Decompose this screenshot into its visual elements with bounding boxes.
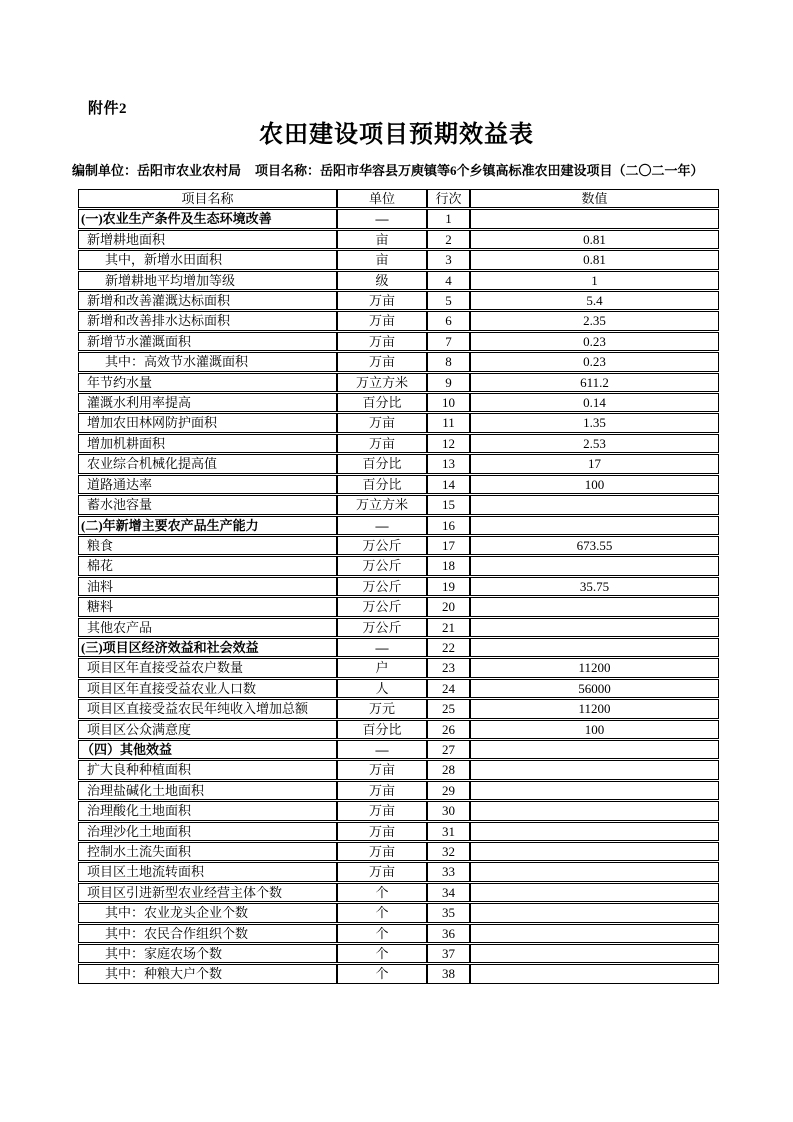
table-row [78, 250, 719, 269]
cell-unit: — [337, 638, 427, 657]
cell-unit: 万亩 [337, 413, 427, 432]
cell-line: 1 [427, 209, 470, 228]
cell-value [470, 883, 719, 902]
table-row [78, 760, 719, 779]
cell-value: 11200 [470, 699, 719, 718]
cell-line: 3 [427, 250, 470, 269]
cell-line: 28 [427, 760, 470, 779]
table-row [78, 883, 719, 902]
table-row [78, 516, 719, 535]
cell-line: 19 [427, 577, 470, 596]
table-row [78, 862, 719, 881]
cell-unit: 亩 [337, 250, 427, 269]
cell-name: 糖料 [78, 597, 337, 616]
cell-line: 30 [427, 801, 470, 820]
cell-line: 12 [427, 434, 470, 453]
cell-value [470, 944, 719, 963]
table-row [78, 658, 719, 677]
cell-unit: 个 [337, 924, 427, 943]
cell-line: 17 [427, 536, 470, 555]
cell-value: 17 [470, 454, 719, 473]
cell-value [470, 842, 719, 861]
cell-value: 2.53 [470, 434, 719, 453]
table-row [78, 964, 719, 983]
column-header-unit: 单位 [337, 189, 427, 208]
cell-line: 10 [427, 393, 470, 412]
cell-value [470, 740, 719, 759]
table-row [78, 781, 719, 800]
table-row [78, 801, 719, 820]
cell-line: 33 [427, 862, 470, 881]
cell-name: 蓄水池容量 [78, 495, 337, 514]
cell-unit: 个 [337, 944, 427, 963]
cell-unit: 万公斤 [337, 536, 427, 555]
table-row [78, 413, 719, 432]
cell-name: (二)年新增主要农产品生产能力 [78, 516, 337, 535]
cell-line: 22 [427, 638, 470, 657]
cell-unit: 万亩 [337, 760, 427, 779]
cell-unit: 万亩 [337, 332, 427, 351]
table-row [78, 740, 719, 759]
cell-name: 项目区年直接受益农业人口数 [78, 679, 337, 698]
cell-value [470, 638, 719, 657]
column-header-line-no: 行次 [427, 189, 470, 208]
cell-line: 24 [427, 679, 470, 698]
cell-value [470, 760, 719, 779]
cell-name: 其中：家庭农场个数 [78, 944, 337, 963]
cell-value [470, 822, 719, 841]
column-header-value: 数值 [470, 189, 719, 208]
cell-unit: 万亩 [337, 862, 427, 881]
cell-unit: 人 [337, 679, 427, 698]
cell-unit: 个 [337, 964, 427, 983]
cell-name: 新增耕地平均增加等级 [78, 271, 337, 290]
cell-line: 14 [427, 475, 470, 494]
table-row [78, 475, 719, 494]
cell-line: 34 [427, 883, 470, 902]
cell-name: 增加机耕面积 [78, 434, 337, 453]
cell-line: 4 [427, 271, 470, 290]
table-row [78, 822, 719, 841]
table-row [78, 373, 719, 392]
cell-value [470, 964, 719, 983]
cell-value [470, 862, 719, 881]
cell-unit: 万公斤 [337, 577, 427, 596]
cell-line: 35 [427, 903, 470, 922]
cell-unit: 户 [337, 658, 427, 677]
cell-value: 611.2 [470, 373, 719, 392]
cell-name: 其中：高效节水灌溉面积 [78, 352, 337, 371]
cell-value [470, 209, 719, 228]
attachment-label: 附件2 [88, 101, 128, 117]
cell-value: 100 [470, 475, 719, 494]
cell-line: 36 [427, 924, 470, 943]
cell-name: 项目区公众满意度 [78, 720, 337, 739]
table-row [78, 230, 719, 249]
cell-unit: 个 [337, 883, 427, 902]
cell-name: 项目区土地流转面积 [78, 862, 337, 881]
cell-value [470, 801, 719, 820]
cell-name: 项目区年直接受益农户数量 [78, 658, 337, 677]
table-row [78, 434, 719, 453]
cell-value: 35.75 [470, 577, 719, 596]
cell-name: 项目区直接受益农民年纯收入增加总额 [78, 699, 337, 718]
cell-name: 粮食 [78, 536, 337, 555]
cell-value: 0.14 [470, 393, 719, 412]
cell-unit: 百分比 [337, 393, 427, 412]
cell-name: 新增和改善排水达标面积 [78, 311, 337, 330]
cell-name: 道路通达率 [78, 475, 337, 494]
cell-name: 年节约水量 [78, 373, 337, 392]
cell-line: 9 [427, 373, 470, 392]
cell-value: 0.81 [470, 230, 719, 249]
cell-unit: 万亩 [337, 434, 427, 453]
cell-unit: 百分比 [337, 720, 427, 739]
cell-value [470, 556, 719, 575]
document-subtitle [72, 160, 722, 179]
cell-name: 农业综合机械化提高值 [78, 454, 337, 473]
table-row [78, 291, 719, 310]
cell-unit: 百分比 [337, 475, 427, 494]
cell-unit: 级 [337, 271, 427, 290]
table-row [78, 597, 719, 616]
table-row [78, 495, 719, 514]
cell-unit: 万亩 [337, 822, 427, 841]
benefit-table-body [78, 209, 719, 983]
table-row [78, 944, 719, 963]
cell-value: 1.35 [470, 413, 719, 432]
cell-unit: 个 [337, 903, 427, 922]
cell-line: 26 [427, 720, 470, 739]
table-row [78, 454, 719, 473]
cell-line: 20 [427, 597, 470, 616]
cell-name: 新增和改善灌溉达标面积 [78, 291, 337, 310]
table-row [78, 556, 719, 575]
cell-name: 项目区引进新型农业经营主体个数 [78, 883, 337, 902]
table-row [78, 352, 719, 371]
cell-name: 治理酸化土地面积 [78, 801, 337, 820]
cell-name: 治理沙化土地面积 [78, 822, 337, 841]
benefit-table [78, 188, 719, 985]
table-row [78, 271, 719, 290]
cell-line: 2 [427, 230, 470, 249]
cell-unit: 万亩 [337, 291, 427, 310]
cell-value: 56000 [470, 679, 719, 698]
cell-line: 18 [427, 556, 470, 575]
cell-line: 37 [427, 944, 470, 963]
cell-unit: 万亩 [337, 781, 427, 800]
cell-value: 0.23 [470, 352, 719, 371]
cell-value: 2.35 [470, 311, 719, 330]
cell-value [470, 597, 719, 616]
cell-line: 27 [427, 740, 470, 759]
column-header-item-name: 项目名称 [78, 189, 337, 208]
cell-name: 其中：种粮大户个数 [78, 964, 337, 983]
cell-unit: 万亩 [337, 352, 427, 371]
cell-value: 1 [470, 271, 719, 290]
cell-value: 5.4 [470, 291, 719, 310]
cell-line: 8 [427, 352, 470, 371]
table-row [78, 679, 719, 698]
cell-name: 其中，新增水田面积 [78, 250, 337, 269]
cell-name: 其他农产品 [78, 618, 337, 637]
cell-line: 38 [427, 964, 470, 983]
cell-unit: 亩 [337, 230, 427, 249]
cell-name: 治理盐碱化土地面积 [78, 781, 337, 800]
table-row [78, 842, 719, 861]
table-row [78, 393, 719, 412]
cell-unit: 万元 [337, 699, 427, 718]
cell-unit: 万公斤 [337, 597, 427, 616]
cell-line: 15 [427, 495, 470, 514]
page-title: 农田建设项目预期效益表 [259, 122, 534, 148]
table-row [78, 618, 719, 637]
project-name-label: 项目名称：岳阳市华容县万庾镇等6个乡镇高标准农田建设项目（二〇二一年） [255, 163, 704, 178]
cell-value [470, 495, 719, 514]
cell-line: 7 [427, 332, 470, 351]
cell-unit: 万亩 [337, 842, 427, 861]
cell-name: 其中：农民合作组织个数 [78, 924, 337, 943]
cell-value [470, 903, 719, 922]
cell-name: 棉花 [78, 556, 337, 575]
cell-unit: 万亩 [337, 311, 427, 330]
cell-value: 11200 [470, 658, 719, 677]
cell-unit: 百分比 [337, 454, 427, 473]
cell-name: 灌溉水利用率提高 [78, 393, 337, 412]
cell-name: 增加农田林网防护面积 [78, 413, 337, 432]
cell-unit: 万立方米 [337, 373, 427, 392]
table-row [78, 720, 719, 739]
table-row [78, 536, 719, 555]
cell-value: 673.55 [470, 536, 719, 555]
cell-value: 100 [470, 720, 719, 739]
cell-value [470, 924, 719, 943]
cell-line: 6 [427, 311, 470, 330]
cell-name: (一)农业生产条件及生态环境改善 [78, 209, 337, 228]
cell-name: (三)项目区经济效益和社会效益 [78, 638, 337, 657]
cell-unit: 万公斤 [337, 556, 427, 575]
cell-line: 16 [427, 516, 470, 535]
table-row [78, 699, 719, 718]
cell-line: 5 [427, 291, 470, 310]
cell-name: 控制水土流失面积 [78, 842, 337, 861]
cell-name: （四）其他效益 [78, 740, 337, 759]
cell-line: 21 [427, 618, 470, 637]
cell-name: 扩大良种种植面积 [78, 760, 337, 779]
cell-unit: 万公斤 [337, 618, 427, 637]
prepared-by-label: 编制单位：岳阳市农业农村局 [72, 163, 242, 178]
table-row [78, 332, 719, 351]
cell-name: 油料 [78, 577, 337, 596]
cell-unit: 万亩 [337, 801, 427, 820]
cell-line: 25 [427, 699, 470, 718]
table-row [78, 311, 719, 330]
cell-unit: — [337, 209, 427, 228]
table-row [78, 638, 719, 657]
cell-unit: — [337, 516, 427, 535]
cell-unit: 万立方米 [337, 495, 427, 514]
table-row [78, 577, 719, 596]
cell-line: 23 [427, 658, 470, 677]
cell-line: 11 [427, 413, 470, 432]
cell-value [470, 781, 719, 800]
cell-name: 新增节水灌溉面积 [78, 332, 337, 351]
cell-value [470, 516, 719, 535]
cell-value: 0.23 [470, 332, 719, 351]
cell-unit: — [337, 740, 427, 759]
cell-name: 其中：农业龙头企业个数 [78, 903, 337, 922]
cell-line: 13 [427, 454, 470, 473]
cell-line: 29 [427, 781, 470, 800]
table-row [78, 924, 719, 943]
cell-name: 新增耕地面积 [78, 230, 337, 249]
table-row [78, 903, 719, 922]
table-header-row [78, 189, 719, 208]
table-row [78, 209, 719, 228]
cell-line: 32 [427, 842, 470, 861]
cell-value [470, 618, 719, 637]
cell-value: 0.81 [470, 250, 719, 269]
cell-line: 31 [427, 822, 470, 841]
